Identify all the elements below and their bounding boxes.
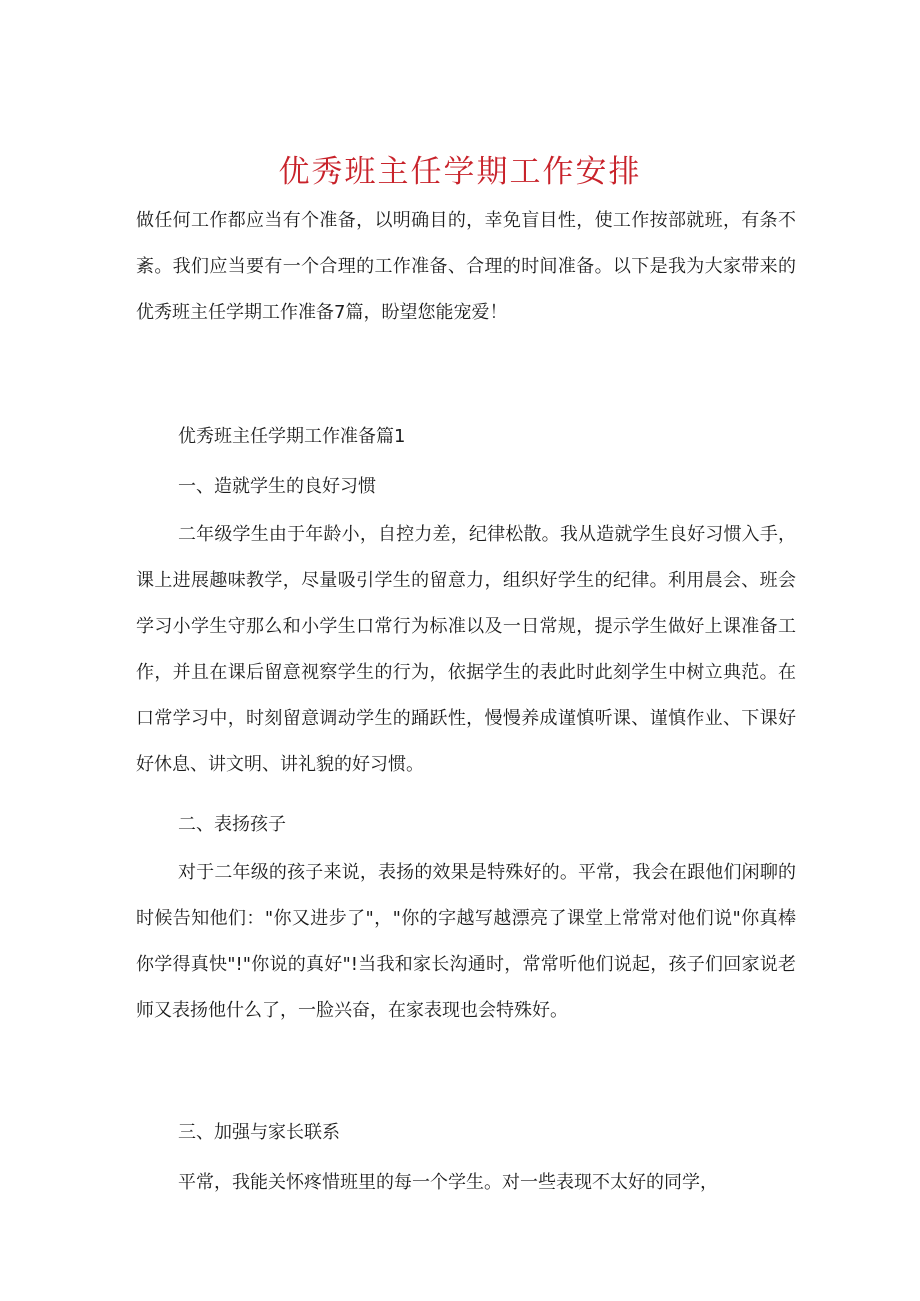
heading-parent-contact: 三、加强与家长联系: [178, 1122, 340, 1143]
paragraph-habits: 二年级学生由于年龄小，自控力差，纪律松散。我从造就学生良好习惯入手，课上进展趣味教学，尽量吸引学生的留意力，组织好学生的纪律。利用晨会、班会学习小学生守那么和小学生口常行为标准以及一日常规，提示学生做好上课准备工作，并且在课后留意视察学生的行为，依据学生的表此时此刻学生中树立典范。在口常学习中，时刻留意调动学生的踊跃性，慢慢养成谨慎听课、谨慎作业、下课好好休息、讲文明、讲礼貌的好习惯。: [136, 524, 796, 775]
intro-paragraph: 做任何工作都应当有个准备，以明确目的，幸免盲目性，使工作按部就班，有条不紊。我们应当要有一个合理的工作准备、合理的时间准备。以下是我为大家带来的优秀班主任学期工作准备7篇，盼望您能宠爱！: [136, 210, 796, 323]
heading-praise: 二、表扬孩子: [178, 814, 286, 835]
document-title: 优秀班主任学期工作安排: [278, 154, 642, 190]
paragraph-parent-contact: 平常，我能关怀疼惜班里的每一个学生。对一些表现不太好的同学，: [178, 1172, 718, 1193]
section-title: 优秀班主任学期工作准备篇1: [178, 426, 406, 447]
heading-habits: 一、造就学生的良好习惯: [178, 476, 376, 497]
paragraph-praise: 对于二年级的孩子来说，表扬的效果是特殊好的。平常，我会在跟他们闲聊的时候告知他们："你又进步了"，"你的字越写越漂亮了课堂上常常对他们说"你真棒你学得真快"!"你说的真好"!当我和家长沟通时，常常听他们说起，孩子们回家说老师又表扬他什么了，一脸兴奋，在家表现也会特殊好。: [136, 862, 796, 1021]
